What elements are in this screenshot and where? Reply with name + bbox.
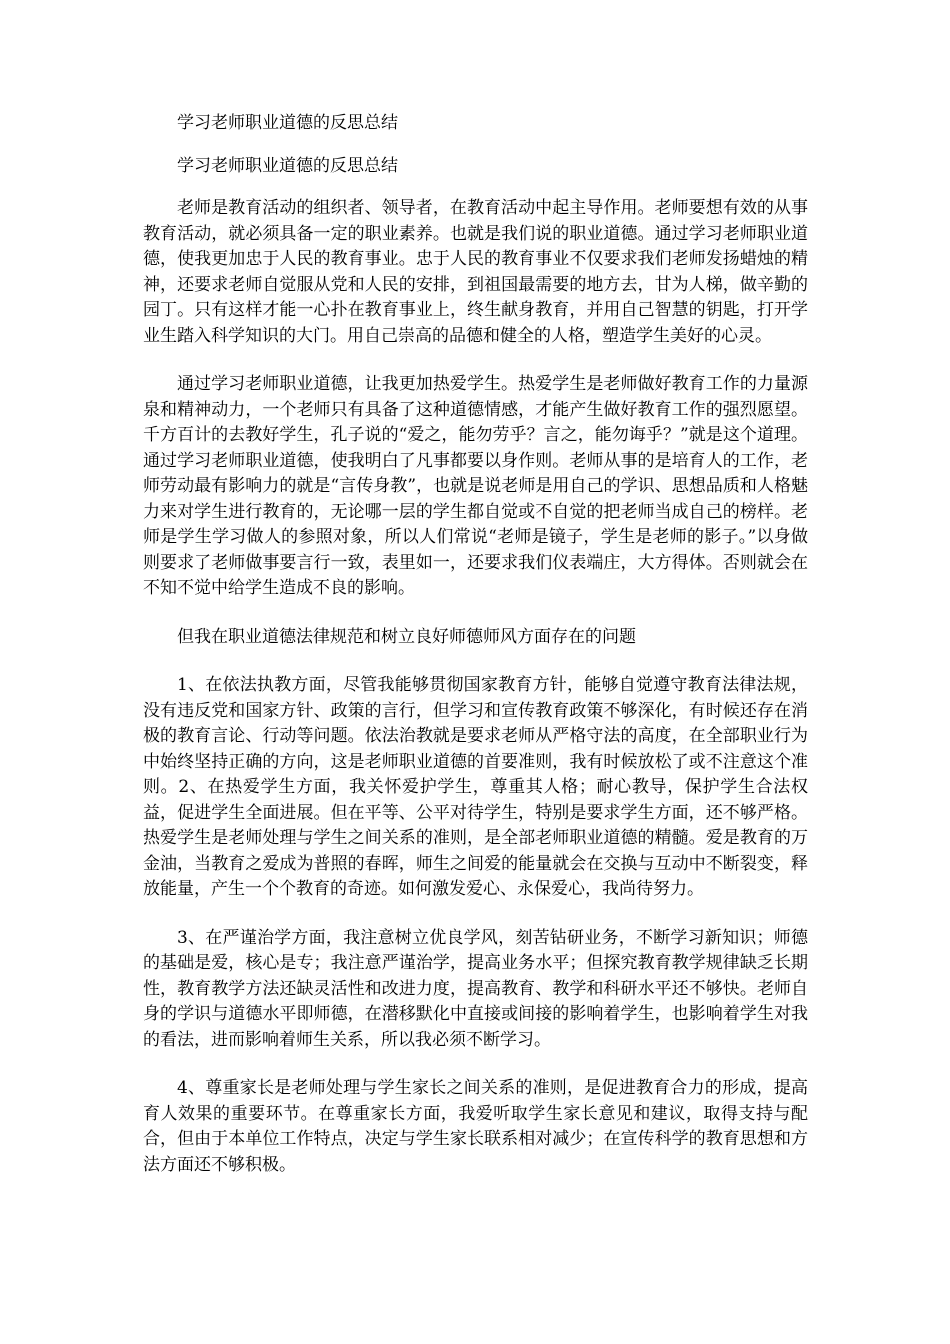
paragraph-problems-heading: 但我在职业道德法律规范和树立良好师德师风方面存在的问题 <box>177 626 636 647</box>
paragraph-intro: 老师是教育活动的组织者、领导者，在教育活动中起主导作用。老师要想有效的从事教育活动，就必须具备一定的职业素养。也就是我们说的职业道德。通过学习老师职业道德，使我更加忠于人民的教育事业。忠于人民的教育事业不仅要求我们老师发扬蜡烛的精神，还要求老师自觉服从党和人民的安排，到祖国最需要的地方去，甘为人梯，做辛勤的园丁。只有这样才能一心扑在教育事业上，终生献身教育，并用自己智慧的钥匙，打开学业生踏入科学知识的大门。用自己崇高的品德和健全的人格，塑造学生美好的心灵。 <box>143 198 808 346</box>
document-subtitle: 学习老师职业道德的反思总结 <box>177 155 398 176</box>
paragraph-point-3: 3、在严谨治学方面，我注意树立优良学风，刻苦钻研业务，不断学习新知识；师德的基础是爱，核心是专；我注意严谨治学，提高业务水平；但探究教育教学规律缺乏长期性，教育教学方法还缺灵活性和改进力度，提高教育、教学和科研水平还不够快。老师自身的学识与道德水平即师德，在潜移默化中直接或间接的影响着学生，也影响着学生对我的看法，进而影响着师生关系，所以我必须不断学习。 <box>143 927 808 1050</box>
paragraph-point-4: 4、尊重家长是老师处理与学生家长之间关系的准则，是促进教育合力的形成，提高育人效果的重要环节。在尊重家长方面，我爱听取学生家长意见和建议，取得支持与配合，但由于本单位工作特点，决定与学生家长联系相对减少；在宣传科学的教育思想和方法方面还不够积极。 <box>143 1078 808 1175</box>
document-page <box>143 111 808 1178</box>
document-title: 学习老师职业道德的反思总结 <box>177 113 398 133</box>
paragraph-love-students: 通过学习老师职业道德，让我更加热爱学生。热爱学生是老师做好教育工作的力量源泉和精神动力，一个老师只有具备了这种道德情感，才能产生做好教育工作的强烈愿望。千方百计的去教好学生，孔子说的“爱之，能勿劳乎？言之，能勿诲乎？”就是这个道理。通过学习老师职业道德，使我明白了凡事都要以身作则。老师从事的是培育人的工作，老师劳动最有影响力的就是“言传身教”，也就是说老师是用自己的学识、思想品质和人格魅力来对学生进行教育的，无论哪一层的学生都自觉或不自觉的把老师当成自己的榜样。老师是学生学习做人的参照对象，所以人们常说“老师是镜子，学生是老师的影子。”以身做则要求了老师做事要言行一致，表里如一，还要求我们仪表端庄，大方得体。否则就会在不知不觉中给学生造成不良的影响。 <box>143 374 808 598</box>
paragraph-point-1-2: 1、在依法执教方面，尽管我能够贯彻国家教育方针，能够自觉遵守教育法律法规，没有违反党和国家方针、政策的言行，但学习和宣传教育政策不够深化，有时候还存在消极的教育言论、行动等问题。依法治教就是要求老师从严格守法的高度，在全部职业行为中始终坚持正确的方向，这是老师职业道德的首要准则，我有时候放松了或不注意这个准则。2、在热爱学生方面，我关怀爱护学生，尊重其人格；耐心教导，保护学生合法权益，促进学生全面进展。但在平等、公平对待学生，特别是要求学生方面，还不够严格。热爱学生是老师处理与学生之间关系的准则，是全部老师职业道德的精髓。爱是教育的万金油，当教育之爱成为普照的春晖，师生之间爱的能量就会在交换与互动中不断裂变，释放能量，产生一个个教育的奇迹。如何激发爱心、永保爱心，我尚待努力。 <box>143 675 808 899</box>
